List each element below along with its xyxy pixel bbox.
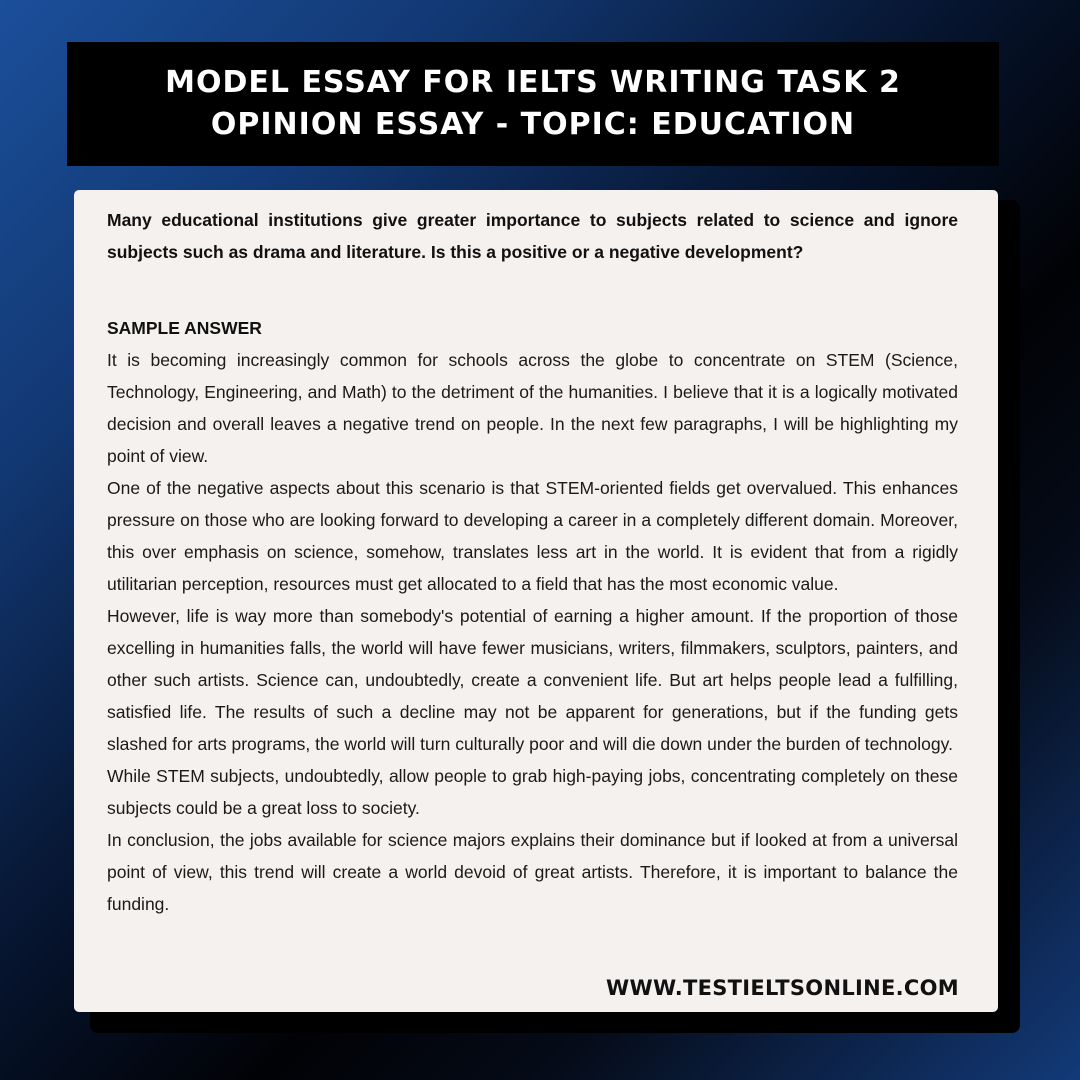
- essay-paragraph-5: In conclusion, the jobs available for science majors explains their dominance but if looked at from a universal point of view, this trend will create a world devoid of great artists. Therefore, it is important to balance the funding.: [107, 830, 958, 914]
- essay-paragraph-3: However, life is way more than somebody's potential of earning a higher amount. If the proportion of those excelling in humanities falls, the world will have fewer musicians, writers, filmmakers, sculptors, painters, and other such artists. Science can, undoubtedly, create a convenient life. But art helps people lead a fulfilling, satisfied life. The results of such a decline may not be apparent for generations, but if the funding gets slashed for arts programs, the world will turn culturally poor and will die down under the burden of technology.: [107, 606, 958, 754]
- title-banner: [67, 42, 999, 166]
- spacer: [107, 268, 958, 312]
- essay-paragraph-2: One of the negative aspects about this scenario is that STEM-oriented fields get overvalued. This enhances pressure on those who are looking forward to developing a career in a completely different domain. Moreover, this over emphasis on science, somehow, translates less art in the world. It is evident that from a rigidly utilitarian perception, resources must get allocated to a field that has the most economic value.: [107, 478, 958, 594]
- essay-paragraph-1: It is becoming increasingly common for schools across the globe to concentrate on STEM (Science, Technology, Engineering, and Math) to the detriment of the humanities. I believe that it is a logically motivated decision and overall leaves a negative trend on people. In the next few paragraphs, I will be highlighting my point of view.: [107, 350, 958, 466]
- title-line-2: OPINION ESSAY - TOPIC: EDUCATION: [210, 107, 856, 142]
- essay-paragraph-4: While STEM subjects, undoubtedly, allow people to grab high-paying jobs, concentrating completely on these subjects could be a great loss to society.: [107, 766, 958, 818]
- essay-question: Many educational institutions give greater importance to subjects related to science and ignore subjects such as drama and literature. Is this a positive or a negative development?: [107, 210, 958, 262]
- title-line-1: MODEL ESSAY FOR IELTS WRITING TASK 2: [165, 65, 901, 100]
- website-url: WWW.TESTIELTSONLINE.COM: [606, 976, 959, 1000]
- essay-card: [74, 190, 998, 1012]
- sample-answer-label: SAMPLE ANSWER: [107, 318, 262, 338]
